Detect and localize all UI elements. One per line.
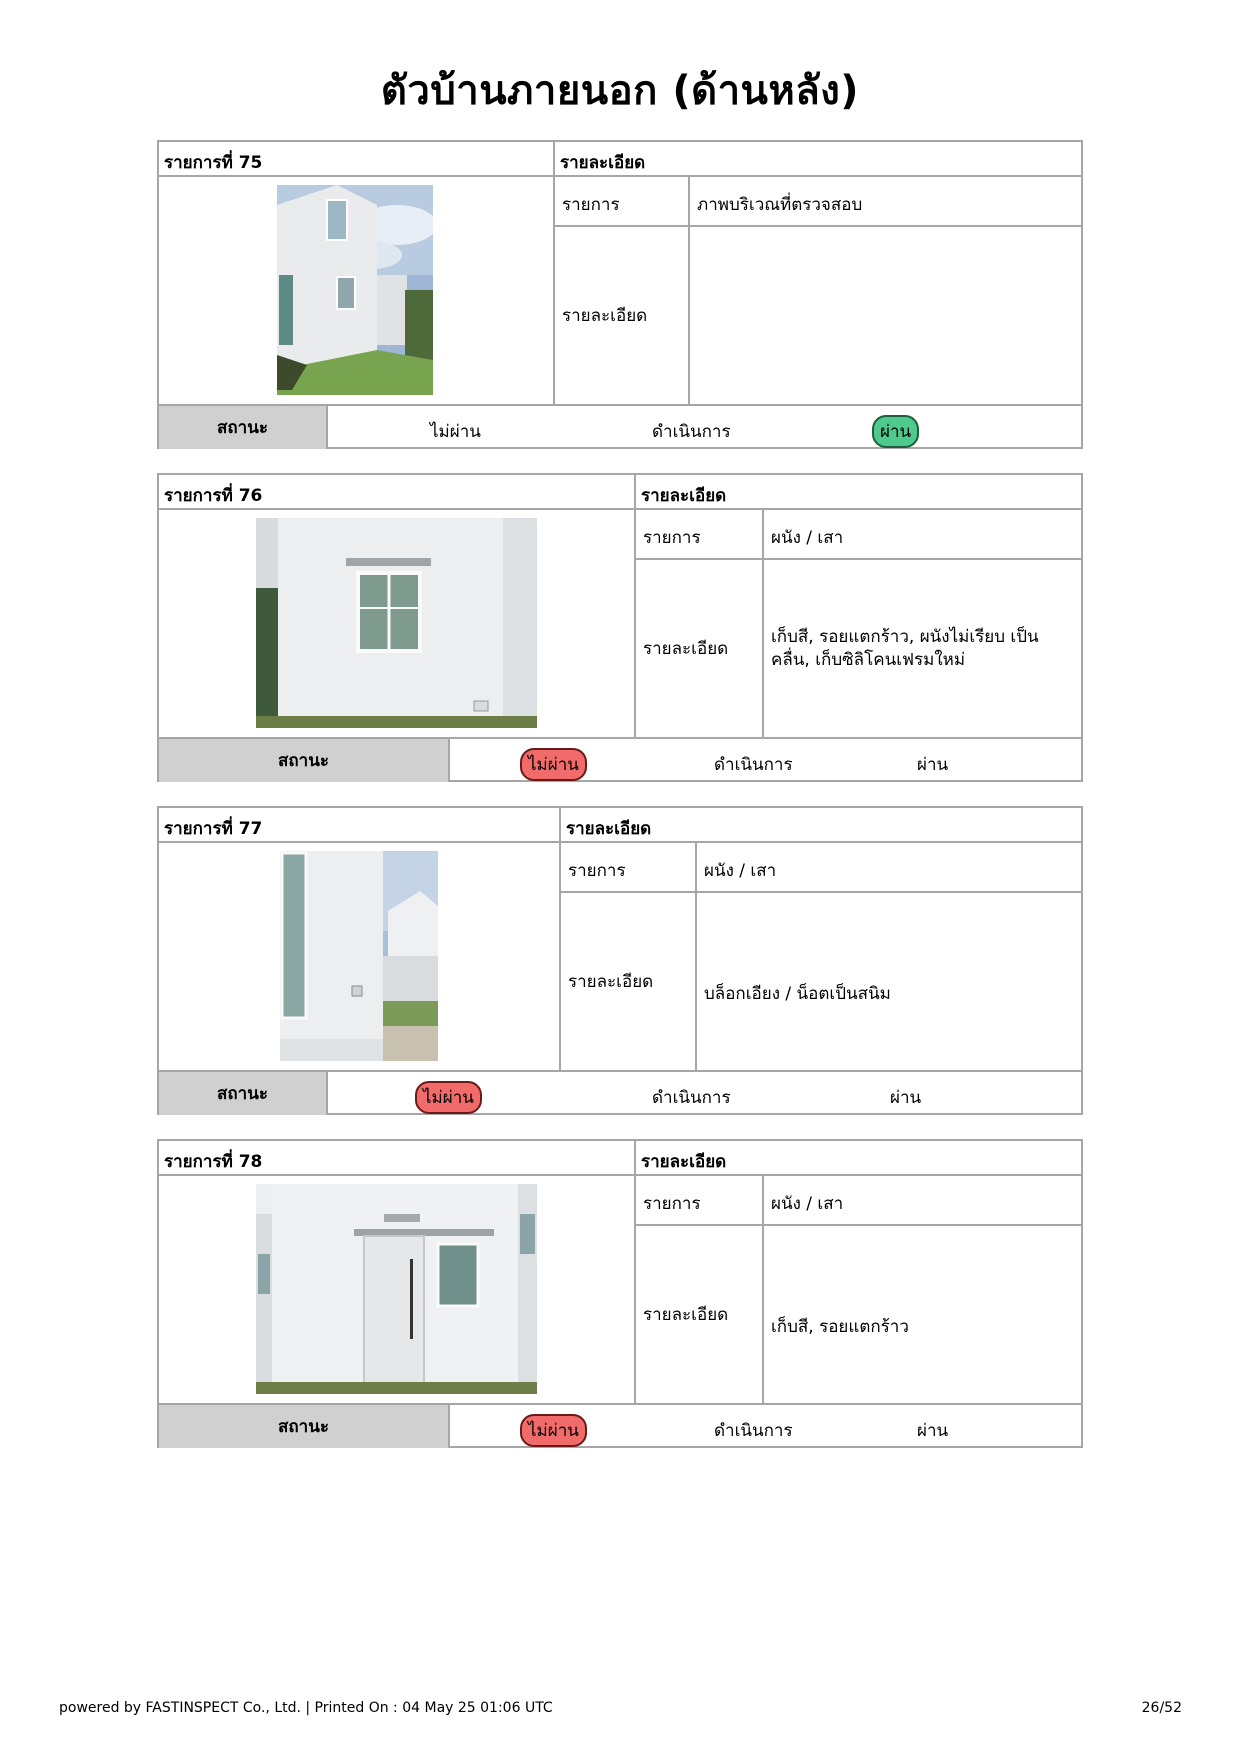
photo-cell [159, 177, 553, 404]
detail-header: รายละเอียด [634, 1141, 1081, 1176]
detail-label: รายละเอียด [634, 1226, 762, 1403]
status-fail-option: ไม่ผ่าน [520, 748, 587, 781]
status-label: สถานะ [159, 1405, 450, 1448]
status-pass-option: ผ่าน [917, 755, 949, 775]
photo-cell [159, 510, 634, 737]
status-fail-option: ไม่ผ่าน [415, 1081, 482, 1114]
status-pass-option: ผ่าน [872, 415, 919, 448]
list-value: ผนัง / เสา [695, 843, 1081, 893]
status-row [159, 737, 1081, 780]
inspection-photo [256, 518, 537, 728]
page-title: ตัวบ้านภายนอก (ด้านหลัง) [380, 68, 860, 114]
detail-value: เก็บสี, รอยแตกร้าว, ผนังไม่เรียบ เป็นคลื่น, เก็บซิลิโคนเฟรมใหม่ [762, 560, 1081, 737]
list-label: รายการ [634, 1176, 762, 1226]
detail-label: รายละเอียด [553, 227, 688, 404]
detail-header: รายละเอียด [559, 808, 1081, 843]
inspection-photo [256, 1184, 537, 1394]
inspection-item-78 [157, 1139, 1083, 1448]
status-label: สถานะ [159, 1072, 328, 1115]
list-value: ภาพบริเวณที่ตรวจสอบ [688, 177, 1081, 227]
list-label: รายการ [634, 510, 762, 560]
photo-cell [159, 843, 559, 1070]
detail-value: เก็บสี, รอยแตกร้าว [762, 1226, 1081, 1403]
list-value: ผนัง / เสา [762, 1176, 1081, 1226]
inspection-item-75 [157, 140, 1083, 449]
item-header: รายการที่ 78 [159, 1141, 634, 1176]
status-row [159, 404, 1081, 447]
status-in-progress-option: ดำเนินการ [714, 755, 793, 775]
status-pass-option: ผ่าน [917, 1421, 949, 1441]
item-header: รายการที่ 76 [159, 475, 634, 510]
item-header: รายการที่ 77 [159, 808, 559, 843]
status-label: สถานะ [159, 406, 328, 449]
list-label: รายการ [553, 177, 688, 227]
inspection-photo [277, 185, 433, 395]
status-in-progress-option: ดำเนินการ [652, 1088, 731, 1108]
list-value: ผนัง / เสา [762, 510, 1081, 560]
status-row [159, 1070, 1081, 1113]
status-pass-option: ผ่าน [890, 1088, 922, 1108]
detail-label: รายละเอียด [559, 893, 695, 1070]
footer-printed-info: powered by FASTINSPECT Co., Ltd. | Printed On : 04 May 25 01:06 UTC [59, 1700, 553, 1716]
status-row [159, 1403, 1081, 1446]
inspection-item-77 [157, 806, 1083, 1115]
status-fail-option: ไม่ผ่าน [520, 1414, 587, 1447]
list-label: รายการ [559, 843, 695, 893]
inspection-photo [280, 851, 438, 1061]
detail-value: บล็อกเอียง / น็อตเป็นสนิม [695, 893, 1081, 1070]
detail-label: รายละเอียด [634, 560, 762, 737]
inspection-item-76 [157, 473, 1083, 782]
status-in-progress-option: ดำเนินการ [714, 1421, 793, 1441]
photo-cell [159, 1176, 634, 1403]
detail-header: รายละเอียด [553, 142, 1081, 177]
item-header: รายการที่ 75 [159, 142, 553, 177]
status-label: สถานะ [159, 739, 450, 782]
detail-header: รายละเอียด [634, 475, 1081, 510]
detail-value [688, 227, 1081, 404]
status-fail-option: ไม่ผ่าน [430, 422, 481, 442]
status-in-progress-option: ดำเนินการ [652, 422, 731, 442]
footer-page-number: 26/52 [1141, 1700, 1182, 1716]
